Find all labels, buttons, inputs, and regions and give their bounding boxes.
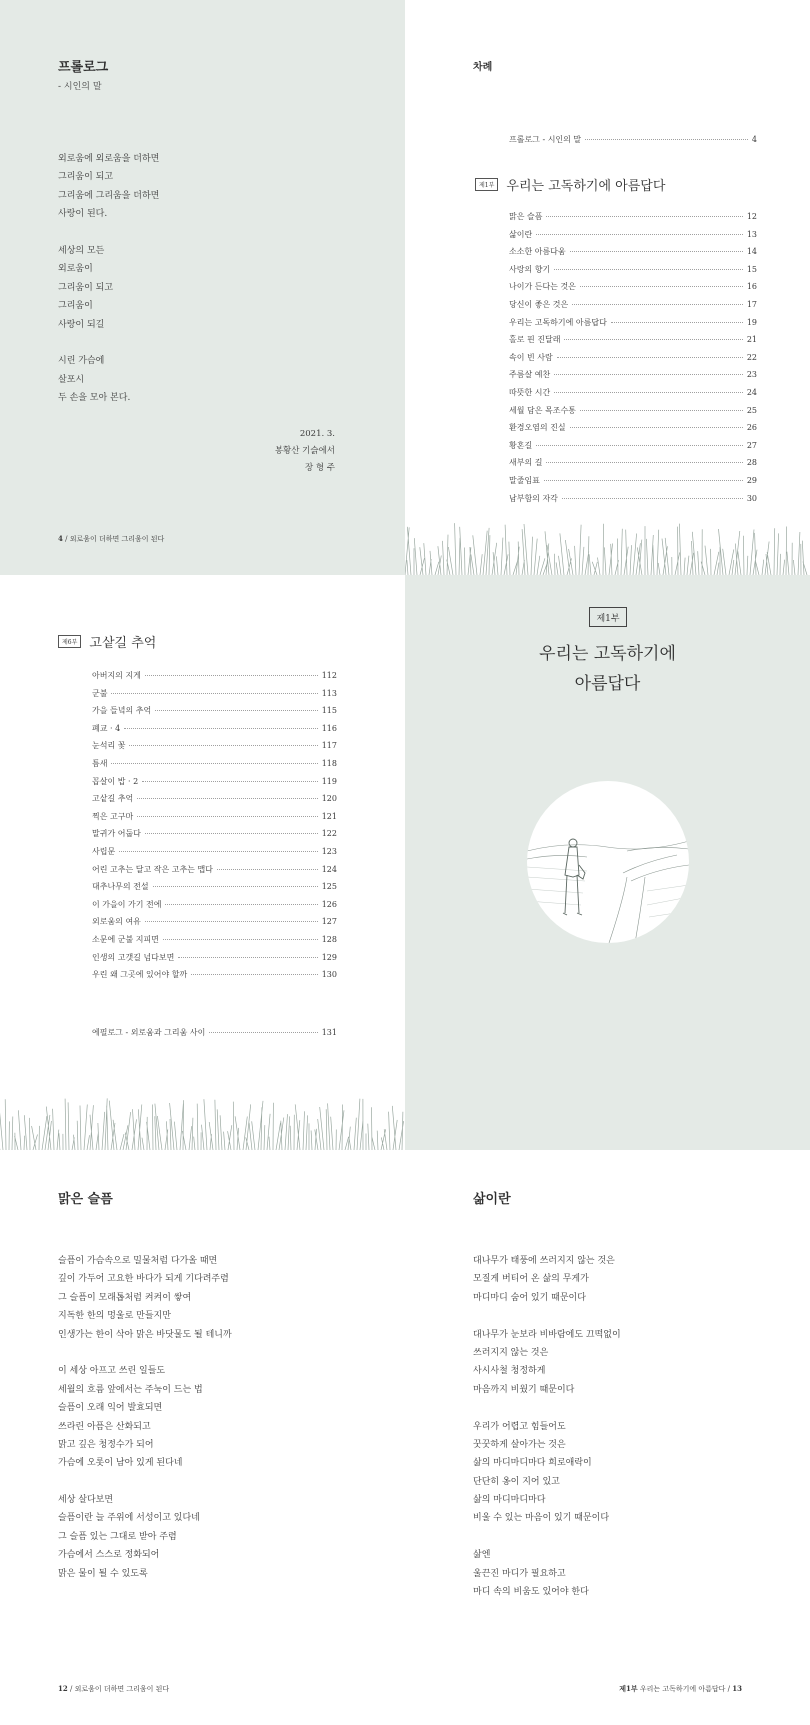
toc-entry-page: 116 (321, 723, 337, 733)
toc-row[interactable] (92, 828, 337, 842)
toc-entry-title: 소문에 군불 지피면 (92, 935, 159, 944)
poem-title: 맑은 슬픔 (58, 1192, 113, 1207)
toc-entry-page: 17 (746, 300, 757, 309)
toc-entry-page: 125 (321, 882, 337, 892)
toc-row[interactable] (509, 299, 757, 313)
toc-entry-page: 19 (746, 317, 757, 327)
toc-entry-title: 맑은 슬픔 (509, 212, 543, 221)
verse-line: 외로움에 외로움을 더하면 (58, 154, 160, 164)
toc-prologue-row[interactable] (509, 134, 757, 148)
toc-entry-page: 26 (746, 423, 757, 433)
toc-entry-page: 15 (746, 264, 757, 274)
verse-line: 대나무가 눈보라 비바람에도 끄떡없이 (473, 1329, 621, 1340)
prologue-signature (275, 426, 335, 477)
verse-line: 그 슬픔이 모래톱처럼 켜켜이 쌓여 (58, 1292, 192, 1303)
verse-line: 그리움이 되고 (58, 282, 114, 293)
verse-line: 마디마디 숨어 있기 때문이다 (473, 1292, 586, 1303)
toc-entry-title: 고샅길 추억 (92, 794, 134, 804)
verse-line: 삶의 마디마디마다 희로애락이 (473, 1458, 592, 1469)
verse-line: 가슴에서 스스로 정화되어 (58, 1550, 160, 1561)
toc-row[interactable] (92, 793, 337, 807)
toc-entry-title: 외로움의 여유 (92, 917, 141, 927)
toc-entry-page: 4 (751, 135, 757, 144)
verse-line: 그리움에 그리움을 더하면 (58, 190, 160, 201)
toc-row[interactable] (92, 688, 337, 702)
verse-line: 세월의 흐름 앞에서는 주눅이 드는 법 (58, 1384, 203, 1395)
toc-entry-title: 말귀가 어둡다 (92, 829, 141, 839)
verse-line: 모질게 버티어 온 삶의 무게가 (473, 1274, 589, 1285)
verse-line: 인생가는 한이 삭아 맑은 바닷물도 될 테니까 (58, 1329, 232, 1340)
toc-entry-title: 가을 들녘의 추억 (92, 706, 152, 716)
toc-row[interactable] (92, 670, 337, 684)
chapter-divider-page (405, 575, 810, 1150)
toc-row[interactable] (92, 723, 337, 737)
toc-entry-title: 찍은 고구마 (92, 811, 134, 821)
verse-line: 지독한 한의 멍울로 만들지만 (58, 1311, 171, 1322)
toc-entry-title: 환경오염의 진실 (509, 423, 566, 433)
toc-entry-page: 22 (746, 352, 757, 362)
toc-page-1 (405, 0, 810, 575)
toc-heading: 차례 (473, 62, 493, 73)
prologue-title: 프롤로그 (58, 60, 109, 75)
signature-author: 장 형 주 (304, 463, 335, 473)
toc-row[interactable] (92, 881, 337, 895)
toc-row[interactable] (509, 475, 757, 489)
toc-entry-title: 아버지의 지게 (92, 671, 141, 680)
chapter-badge: 제1부 (589, 607, 627, 627)
toc-row[interactable] (92, 916, 337, 930)
toc-entry-title: 눈석리 꽃 (92, 741, 126, 751)
signature-place: 봉황산 기슭에서 (274, 446, 335, 456)
toc-entry-page: 113 (321, 688, 337, 698)
poem-title: 삶이란 (473, 1192, 511, 1207)
toc-entry-title: 인생의 고갯길 넘다보면 (92, 952, 175, 962)
toc-entry-title: 폐교 · 4 (92, 723, 121, 733)
toc-entry-page: 27 (746, 440, 757, 450)
page-footer: 제1부 우리는 고독하기에 아름답다 / 13 (619, 1684, 742, 1693)
toc-entry-title: 이 가을이 가기 전에 (92, 899, 162, 909)
toc-entry-title: 새부의 길 (509, 458, 543, 468)
chapter-title-line-1: 우리는 고독하기에 (539, 644, 676, 664)
verse-line: 슬픔이 가슴속으로 밀물처럼 다가올 때면 (58, 1256, 218, 1266)
verse-line: 꿋꿋하게 살아가는 것은 (473, 1439, 566, 1450)
part-title: 고샅길 추억 (89, 636, 157, 651)
grass-illustration-icon (405, 515, 810, 575)
verse-line: 외로움이 (58, 264, 93, 275)
page-footer: 12 / 외로움이 더하면 그리움이 된다 (58, 1684, 170, 1693)
verse-line: 시린 가슴에 (58, 356, 105, 367)
verse-line: 그리움이 (58, 301, 93, 312)
toc-row[interactable] (92, 969, 337, 983)
toc-row[interactable] (509, 264, 757, 278)
chapter-title (405, 639, 810, 699)
verse-line: 우리가 어렵고 힘들어도 (473, 1421, 566, 1432)
toc-row[interactable] (509, 211, 757, 225)
toc-entry-title: 당신이 좋은 것은 (509, 300, 569, 309)
toc-row[interactable] (509, 352, 757, 366)
toc-entry-page: 30 (746, 493, 757, 503)
footer-book-title: 외로움이 더하면 그리움이 된다 (74, 1685, 170, 1693)
toc-entry-title: 남부함의 자각 (509, 493, 558, 503)
toc-entry-page: 124 (321, 864, 337, 874)
toc-entry-title: 세월 담은 목조수통 (509, 405, 576, 415)
verse-line: 마음까지 비웠기 때문이다 (473, 1384, 575, 1395)
toc-entry-page: 130 (321, 970, 337, 980)
toc-row[interactable] (92, 740, 337, 754)
verse-line: 두 손을 모아 본다. (58, 393, 131, 404)
toc-entry-page: 123 (321, 847, 337, 856)
toc-entry-title: 사립문 (92, 847, 116, 856)
verse-line: 삶엔 (473, 1550, 491, 1561)
toc-entry-page: 28 (746, 458, 757, 468)
verse-line: 맑은 물이 될 수 있도록 (58, 1568, 148, 1579)
toc-page-2 (0, 575, 405, 1150)
toc-entry-title: 나이가 든다는 것은 (509, 282, 576, 292)
toc-entry-title: 꼽살이 밥 · 2 (92, 776, 139, 786)
toc-entry-title: 속이 빈 사람 (509, 352, 553, 362)
toc-entry-title: 주름살 예찬 (509, 370, 551, 380)
poem-page-12 (0, 1150, 405, 1725)
grass-illustration-icon (0, 1090, 405, 1150)
footer-page-number: 13 (732, 1684, 742, 1693)
toc-part-6-label (58, 632, 156, 651)
toc-epilogue-row[interactable] (92, 1027, 337, 1041)
toc-entry-page: 131 (321, 1028, 337, 1037)
toc-entry-page: 16 (746, 282, 757, 292)
toc-row[interactable] (92, 952, 337, 966)
toc-row[interactable] (509, 229, 757, 243)
toc-entry-title: 황혼길 (509, 440, 533, 450)
toc-entry-page: 129 (321, 952, 337, 962)
footer-part: 제1부 (619, 1684, 638, 1693)
toc-row[interactable] (92, 776, 337, 790)
footer-part-title: 우리는 고독하기에 아름답다 (639, 1685, 726, 1693)
verse-line: 살포시 (58, 374, 85, 385)
toc-row[interactable] (509, 440, 757, 454)
toc-entry-page: 120 (321, 794, 337, 804)
toc-entry-page: 29 (746, 476, 757, 485)
chapter-illustration (527, 781, 689, 943)
toc-entry-title: 소소한 아름다움 (509, 247, 566, 257)
footer-book-title: 외로움이 더하면 그리움이 된다 (69, 535, 165, 543)
toc-row[interactable] (509, 422, 757, 436)
signature-date: 2021. 3. (299, 429, 335, 439)
toc-row[interactable] (92, 705, 337, 719)
footer-page-number: 12 (58, 1684, 68, 1693)
prologue-verse (58, 150, 159, 407)
toc-row[interactable] (92, 934, 337, 948)
toc-row[interactable] (509, 457, 757, 471)
verse-line: 깊이 가두어 고요한 바다가 되게 기다려주렴 (58, 1274, 229, 1285)
verse-line: 울끈진 마디가 필요하고 (473, 1568, 566, 1579)
toc-entry-page: 126 (321, 899, 337, 909)
toc-entry-page: 121 (321, 811, 337, 821)
toc-entry-title: 삶이란 (509, 229, 533, 239)
footer-page-number: 4 (58, 534, 63, 543)
page-footer: 4 / 외로움이 더하면 그리움이 된다 (58, 534, 165, 543)
toc-row[interactable] (509, 334, 757, 348)
verse-line: 쓰러지지 않는 것은 (473, 1347, 549, 1358)
verse-line: 가슴에 오롯이 남아 있게 된다네 (58, 1458, 183, 1469)
toc-entry-page: 115 (321, 706, 337, 716)
verse-line: 슬픔이란 늘 주위에 서성이고 있다네 (58, 1513, 200, 1524)
toc-entry-title: 말줄임표 (509, 476, 540, 485)
toc-entry-page: 122 (321, 829, 337, 839)
toc-entry-page: 118 (321, 759, 337, 768)
toc-entry-page: 21 (746, 335, 757, 345)
toc-row[interactable] (509, 493, 757, 507)
verse-line: 슬픔이 오래 익어 발효되면 (58, 1403, 163, 1414)
toc-row[interactable] (509, 281, 757, 295)
toc-entry-page: 24 (746, 388, 757, 397)
toc-entry-page: 117 (321, 741, 337, 751)
toc-row[interactable] (509, 405, 757, 419)
prologue-subtitle: - 시인의 말 (58, 82, 102, 92)
toc-entry-title: 따뜻한 시간 (509, 388, 551, 397)
verse-line: 그리움이 되고 (58, 172, 114, 183)
verse-line: 마디 속의 비움도 있어야 한다 (473, 1587, 589, 1598)
toc-row[interactable] (509, 317, 757, 331)
toc-entry-page: 12 (746, 212, 757, 221)
toc-row[interactable] (92, 899, 337, 913)
toc-entry-title: 대추나무의 전설 (92, 882, 149, 892)
poem-page-13 (405, 1150, 810, 1725)
toc-entry-title: 프롤로그 - 시인의 말 (509, 135, 582, 144)
toc-row[interactable] (92, 846, 337, 860)
verse-line: 세상의 모든 (58, 245, 105, 256)
toc-entry-page: 127 (321, 917, 337, 927)
toc-row[interactable] (509, 246, 757, 260)
verse-line: 삶의 마디마디마다 (473, 1495, 546, 1506)
toc-entry-page: 112 (321, 671, 337, 680)
verse-line: 비울 수 있는 마음이 있기 때문이다 (473, 1513, 610, 1524)
verse-line: 그 슬픔 있는 그대로 받아 주렴 (58, 1531, 177, 1542)
toc-row[interactable] (92, 864, 337, 878)
toc-entry-title: 우리는 고독하기에 아름답다 (509, 317, 607, 327)
toc-entry-title: 홀로 핀 진달래 (509, 335, 561, 345)
part-badge: 제1부 (475, 178, 498, 191)
verse-line: 사랑이 되길 (58, 319, 105, 330)
toc-entry-title: 틈새 (92, 759, 108, 768)
verse-line: 이 세상 아프고 쓰린 일들도 (58, 1366, 166, 1377)
toc-entry-page: 119 (321, 776, 337, 786)
poem-verse (58, 1252, 232, 1583)
verse-line: 단단히 옹이 지어 있고 (473, 1476, 560, 1487)
toc-entry-title: 군불 (92, 688, 108, 698)
toc-entry-page: 13 (746, 229, 757, 239)
toc-entry-title: 사랑의 향기 (509, 264, 551, 274)
toc-entry-title: 우린 왜 그곳에 있어야 할까 (92, 970, 188, 980)
toc-entry-page: 14 (746, 247, 757, 257)
toc-row[interactable] (92, 758, 337, 772)
verse-line: 사시사철 청정하게 (473, 1366, 546, 1377)
verse-line: 사랑이 된다. (58, 209, 108, 220)
toc-entry-page: 25 (746, 405, 757, 415)
verse-line: 대나무가 태풍에 쓰러지지 않는 것은 (473, 1256, 615, 1266)
prologue-page (0, 0, 405, 575)
toc-entry-page: 23 (746, 370, 757, 380)
verse-line: 세상 살다보면 (58, 1495, 114, 1506)
verse-line: 쓰라린 아픔은 산화되고 (58, 1421, 151, 1432)
man-on-road-illustration-icon (527, 781, 689, 943)
part-title: 우리는 고독하기에 아름답다 (506, 179, 666, 194)
toc-part-1-label (475, 175, 665, 194)
toc-row[interactable] (509, 369, 757, 383)
toc-entry-title: 어린 고추는 달고 작은 고추는 맵다 (92, 864, 213, 874)
verse-line: 맑고 깊은 청정수가 되어 (58, 1439, 154, 1450)
toc-row[interactable] (509, 387, 757, 401)
toc-entry-title: 에필로그 - 외로움과 그리움 사이 (92, 1028, 206, 1037)
toc-entry-page: 128 (321, 935, 337, 944)
chapter-title-line-2: 아름답다 (574, 674, 641, 694)
toc-row[interactable] (92, 811, 337, 825)
poem-verse (473, 1252, 621, 1601)
part-badge: 제6부 (58, 635, 81, 648)
